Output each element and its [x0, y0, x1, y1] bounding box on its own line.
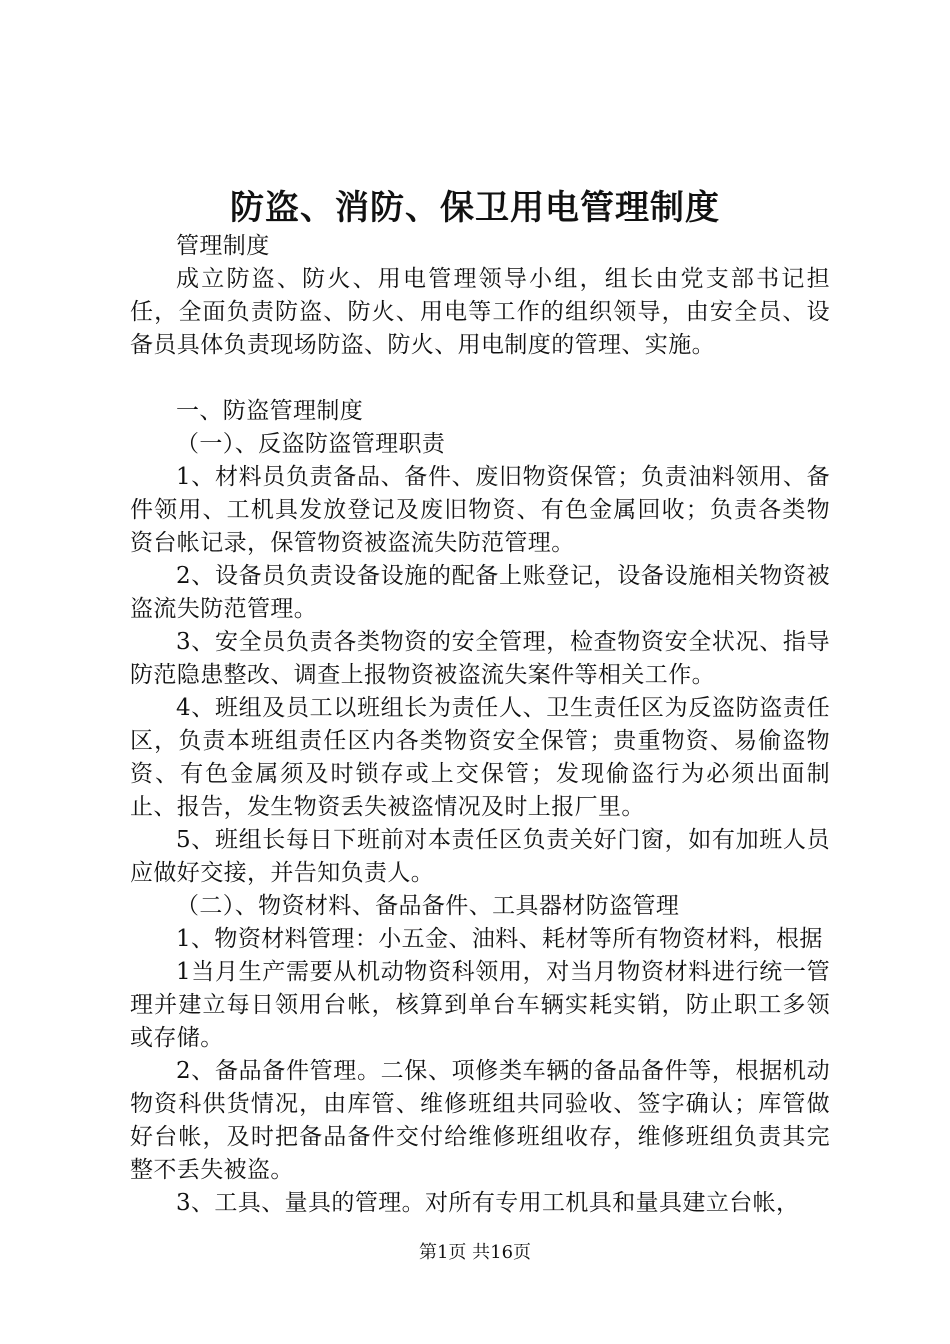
- paragraph-materials-1: 1、物资材料管理：小五金、油料、耗材等所有物资材料，根据: [176, 926, 823, 952]
- page-footer: 第1页 共16页: [418, 1242, 532, 1263]
- subsection-heading-materials: （二）、物资材料、备品备件、工具器材防盗管理: [176, 893, 680, 919]
- section-label: 管理制度: [176, 233, 270, 259]
- document-body: [130, 230, 830, 1220]
- paragraph-item-1: 1、材料员负责备品、备件、废旧物资保管；负责油料领用、备件领用、工机具发放登记及废旧物资、有色金属回收；负责各类物资台帐记录，保管物资被盗流失防范管理。: [130, 464, 830, 556]
- paragraph-item-5: 5、班组长每日下班前对本责任区负责关好门窗，如有加班人员应做好交接，并告知负责人。: [130, 827, 830, 886]
- paragraph-item-4: 4、班组及员工以班组长为责任人、卫生责任区为反盗防盗责任区，负责本班组责任区内各类物资安全保管；贵重物资、易偷盗物资、有色金属须及时锁存或上交保管；发现偷盗行为必须出面制止、报告，发生物资丢失被盗情况及时上报厂里。: [130, 695, 830, 820]
- paragraph-materials-2: 2、备品备件管理。二保、项修类车辆的备品备件等，根据机动物资科供货情况，由库管、维修班组共同验收、签字确认；库管做好台帐，及时把备品备件交付给维修班组收存，维修班组负责其完整不丢失被盗。: [130, 1058, 830, 1183]
- paragraph-item-3: 3、安全员负责各类物资的安全管理，检查物资安全状况、指导防范隐患整改、调查上报物资被盗流失案件等相关工作。: [130, 629, 830, 688]
- paragraph-item-2: 2、设备员负责设备设施的配备上账登记，设备设施相关物资被盗流失防范管理。: [130, 563, 830, 622]
- section-heading-theft: 一、防盗管理制度: [176, 398, 364, 424]
- paragraph-materials-1-cont: 1当月生产需要从机动物资科领用，对当月物资材料进行统一管理并建立每日领用台帐，核算到单台车辆实耗实销，防止职工多领或存储。: [130, 959, 830, 1051]
- document-title: 防盗、消防、保卫用电管理制度: [230, 188, 720, 228]
- intro-paragraph: 成立防盗、防火、用电管理领导小组，组长由党支部书记担任，全面负责防盗、防火、用电等工作的组织领导，由安全员、设备员具体负责现场防盗、防火、用电制度的管理、实施。: [130, 266, 830, 358]
- subsection-heading-duties: （一）、反盗防盗管理职责: [176, 431, 446, 457]
- paragraph-materials-3: 3、工具、量具的管理。对所有专用工机具和量具建立台帐，: [176, 1190, 800, 1216]
